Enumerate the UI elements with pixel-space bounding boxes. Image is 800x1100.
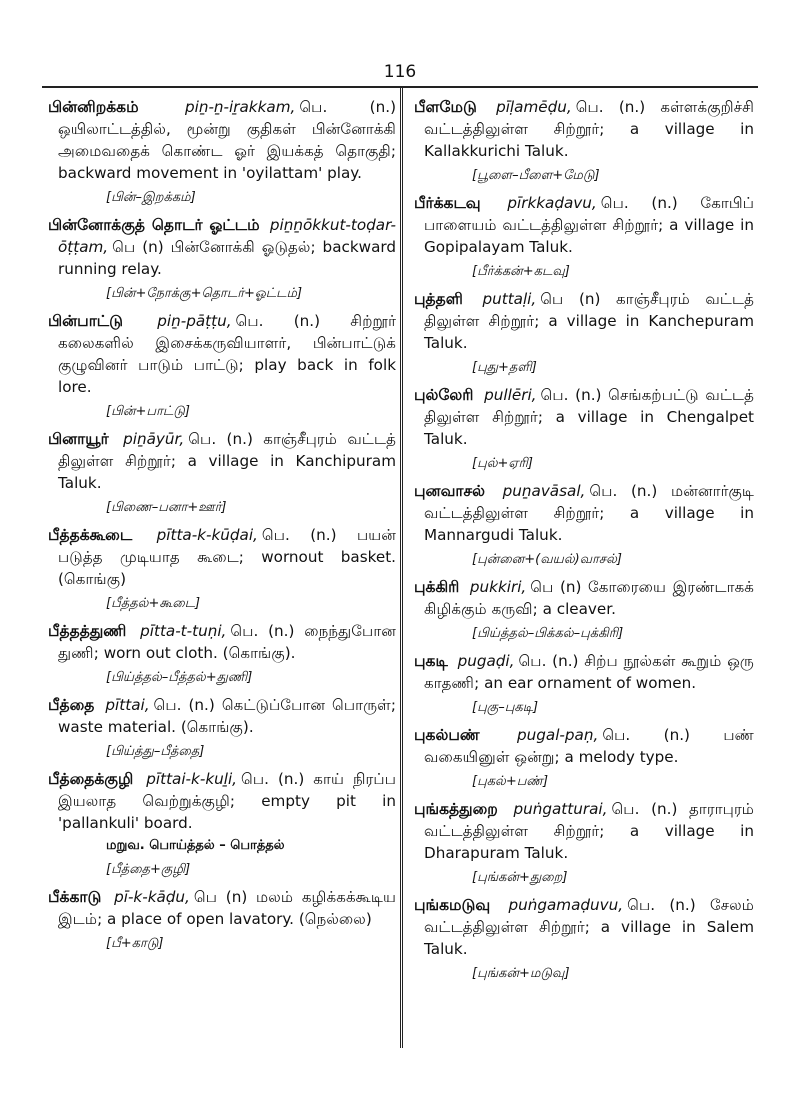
entry-headword: பின்னிறக்கம் — [48, 98, 139, 116]
entry-transliteration: pugal-paṇ, — [516, 726, 599, 744]
entry-definition: பெ. (n.) சிற்ப நூல்கள் கூறும் ஒரு காதணி; an ear ornament of women. — [424, 652, 754, 692]
entry-headword: பினாயூர் — [48, 430, 109, 448]
entry-headword: புத்தளி — [414, 290, 463, 308]
left-column — [48, 96, 396, 960]
entry-text — [414, 384, 754, 450]
column-divider — [400, 88, 403, 1048]
entry-definition: பெ. (n.) நைந்துபோன துணி; worn out cloth. (கொங்கு). — [58, 622, 396, 662]
entry-etymology: [பிய்த்தல்–பிக்கல்–புக்கிரி] — [472, 626, 624, 641]
entry-transliteration: puttaḷi, — [482, 290, 537, 308]
entry-headword: பீத்தத்துணி — [48, 622, 127, 640]
dictionary-entry — [414, 576, 754, 644]
entry-transliteration: pullēri, — [484, 386, 537, 404]
entry-headword: புகல்பண் — [414, 726, 480, 744]
entry-headword: புங்கத்துறை — [414, 800, 498, 818]
entry-transliteration: pukkiri, — [469, 578, 527, 596]
entry-headword: புகடி — [414, 652, 448, 670]
entry-etymology: [புன்னை+(வயல்)வாசல்] — [472, 552, 622, 567]
entry-transliteration: pītta-t-tuṇi, — [140, 622, 227, 640]
entry-etymology: [புல்+ஏரி] — [472, 456, 533, 471]
entry-headword: பீத்தை — [48, 696, 95, 714]
entry-etymology: [பீத்தை+குழி] — [106, 862, 191, 877]
dictionary-entry — [48, 96, 396, 208]
entry-etymology: [புது+தளி] — [472, 360, 537, 375]
entry-definition: பெ. (n.) கோபிப் பாளையம் வட்டத்திலுள்ள சிற்றூர்; a village in Gopipalayam Taluk. — [424, 194, 755, 256]
entry-transliteration: piṉ-pāṭṭu, — [157, 312, 232, 330]
entry-synonym-note: மறுவ. பொய்த்தல் – பொத்தல் — [106, 838, 285, 853]
dictionary-entry — [48, 428, 396, 518]
dictionary-entry — [414, 798, 754, 888]
entry-transliteration: puṅgamaḍuvu, — [508, 896, 624, 914]
entry-definition: பெ. (n.) கெட்டுப்போன பொருள்; waste material. (கொங்கு). — [58, 696, 397, 736]
entry-headword: பீக்காடு — [48, 888, 102, 906]
entry-text — [414, 288, 754, 354]
entry-headword: பீத்தக்கூடை — [48, 526, 133, 544]
entry-definition: பெ. (n.) காய் நிரப்ப இயலாத வெற்றுக்குழி; empty pit in 'pallankuli' board. — [58, 770, 397, 832]
entry-text — [48, 768, 396, 834]
entry-text — [414, 650, 754, 694]
entry-etymology: [பின்–இறக்கம்] — [106, 190, 196, 205]
entry-definition: பெ. (n.) செங்கற்பட்டு வட்டத் திலுள்ள சிற்றூர்; a village in Chengalpet Taluk. — [424, 386, 755, 448]
entry-transliteration: pugaḍi, — [457, 652, 515, 670]
entry-etymology: [பிணை–பனா+ஊர்] — [106, 500, 227, 515]
entry-definition: பெ. (n.) காஞ்சீபுரம் வட்டத் திலுள்ள சிற்றூர்; a village in Kanchipuram Taluk. — [58, 430, 396, 492]
entry-definition: பெ. (n.) மன்னார்குடி வட்டத்திலுள்ள சிற்றூர்; a village in Mannargudi Taluk. — [424, 482, 755, 544]
dictionary-entry — [48, 886, 396, 954]
entry-etymology: [பீர்க்கன்+கடவு] — [472, 264, 570, 279]
dictionary-entry — [414, 96, 754, 186]
entry-text — [414, 480, 754, 546]
entry-definition: பெ. (n.) ஒயிலாட்டத்தில், மூன்று குதிகள் பின்னோக்கி அமைவதைக் கொண்ட ஓர் இயக்கத் தொகுதி; backward movement in 'oyilattam' play. — [58, 98, 396, 182]
dictionary-entry — [414, 384, 754, 474]
entry-headword: பீளமேடு — [414, 98, 477, 116]
entry-headword: புங்கமடுவு — [414, 896, 491, 914]
entry-transliteration: piṉṉōkkut-toḍar-ōṭṭam, — [58, 216, 396, 256]
page-number: 116 — [383, 62, 417, 82]
entry-definition: பெ (n) பின்னோக்கி ஓடுதல்; backward running relay. — [58, 238, 396, 278]
entry-text — [48, 524, 396, 590]
entry-headword: பின்பாட்டு — [48, 312, 123, 330]
entry-transliteration: piṉāyūr, — [123, 430, 185, 448]
dictionary-entry — [414, 288, 754, 378]
entry-transliteration: pīḷamēḍu, — [496, 98, 572, 116]
dictionary-entry — [414, 480, 754, 570]
entry-transliteration: pīttai, — [105, 696, 150, 714]
entry-etymology: [புங்கன்+துறை] — [472, 870, 568, 885]
entry-transliteration: pītta-k-kūḍai, — [156, 526, 258, 544]
entry-headword: புனவாசல் — [414, 482, 485, 500]
entry-transliteration: pī-k-kāḍu, — [114, 888, 190, 906]
entry-etymology: [புகல்+பண்] — [472, 774, 549, 789]
entry-definition: பெ (n) கோரையை இரண்டாகக் கிழிக்கும் கருவி; a cleaver. — [424, 578, 755, 618]
entry-headword: பீத்தைக்குழி — [48, 770, 134, 788]
dictionary-entry — [48, 620, 396, 688]
entry-text — [48, 886, 396, 930]
entry-transliteration: puṉavāsal, — [502, 482, 586, 500]
entry-definition: பெ. (n.) பண் வகையினுள் ஒன்று; a melody type. — [424, 726, 754, 766]
dictionary-entry — [48, 524, 396, 614]
entry-headword: பீர்க்கடவு — [414, 194, 481, 212]
entry-text — [414, 894, 754, 960]
entry-text — [48, 620, 396, 664]
entry-text — [48, 310, 396, 398]
dictionary-entry — [414, 724, 754, 792]
entry-text — [414, 96, 754, 162]
entry-headword: புக்கிரி — [414, 578, 460, 596]
entry-text — [414, 724, 754, 768]
entry-text — [414, 576, 754, 620]
entry-transliteration: piṉ-ṉ-iṟakkam, — [184, 98, 296, 116]
entry-etymology: [பீத்தல்+கூடை] — [106, 596, 201, 611]
dictionary-entry — [414, 894, 754, 984]
dictionary-entry — [414, 650, 754, 718]
right-column — [414, 96, 754, 990]
entry-transliteration: pīrkkaḍavu, — [507, 194, 597, 212]
entry-etymology: [பின்+நோக்கு+தொடர்+ஓட்டம்] — [106, 286, 303, 301]
entry-transliteration: pīttai-k-kuḻi, — [146, 770, 238, 788]
entry-etymology: [பின்+பாட்டு] — [106, 404, 190, 419]
entry-text — [414, 798, 754, 864]
entry-headword: புல்லேரி — [414, 386, 474, 404]
dictionary-entry — [414, 192, 754, 282]
entry-definition: பெ (n) மலம் கழிக்கக்கூடிய இடம்; a place of open lavatory. (நெல்லை) — [58, 888, 396, 928]
entry-text — [414, 192, 754, 258]
entry-etymology: [பிய்த்து–பீத்தை] — [106, 744, 205, 759]
entry-headword: பின்னோக்குத் தொடர் ஓட்டம் — [48, 216, 260, 234]
entry-definition: பெ. (n.) சேலம் வட்டத்திலுள்ள சிற்றூர்; a village in Salem Taluk. — [424, 896, 754, 958]
entry-text — [48, 428, 396, 494]
entry-text — [48, 96, 396, 184]
entry-text — [48, 694, 396, 738]
entry-etymology: [பூளை–பீளை+மேடு] — [472, 168, 600, 183]
entry-definition: பெ. (n.) பயன் படுத்த முடியாத கூடை; wornout basket. (கொங்கு) — [58, 526, 397, 588]
entry-definition: பெ. (n.) கள்ளக்குறிச்சி வட்டத்திலுள்ள சிற்றூர்; a village in Kallakkurichi Taluk. — [424, 98, 754, 160]
entry-text — [48, 214, 396, 280]
dictionary-entry — [48, 694, 396, 762]
entry-etymology: [புங்கன்+மடுவு] — [472, 966, 570, 981]
entry-definition: பெ. (n.) சிற்றூர் கலைகளில் இசைக்கருவியாளர், பின்பாட்டுக் குழுவினர் பாடும் பாட்டு; play back in folk lore. — [58, 312, 397, 396]
entry-etymology: [பிய்த்தல்–பீத்தல்+துணி] — [106, 670, 253, 685]
dictionary-entry — [48, 310, 396, 422]
entry-transliteration: puṅgatturai, — [513, 800, 608, 818]
entry-definition: பெ (n) காஞ்சீபுரம் வட்டத் திலுள்ள சிற்றூர்; a village in Kanchepuram Taluk. — [424, 290, 754, 352]
entry-etymology: [பீ+காடு] — [106, 936, 164, 951]
dictionary-entry — [48, 768, 396, 880]
entry-definition: பெ. (n.) தாராபுரம் வட்டத்திலுள்ள சிற்றூர்; a village in Dharapuram Taluk. — [424, 800, 755, 862]
dictionary-entry — [48, 214, 396, 304]
entry-etymology: [புகு–புகடி] — [472, 700, 539, 715]
